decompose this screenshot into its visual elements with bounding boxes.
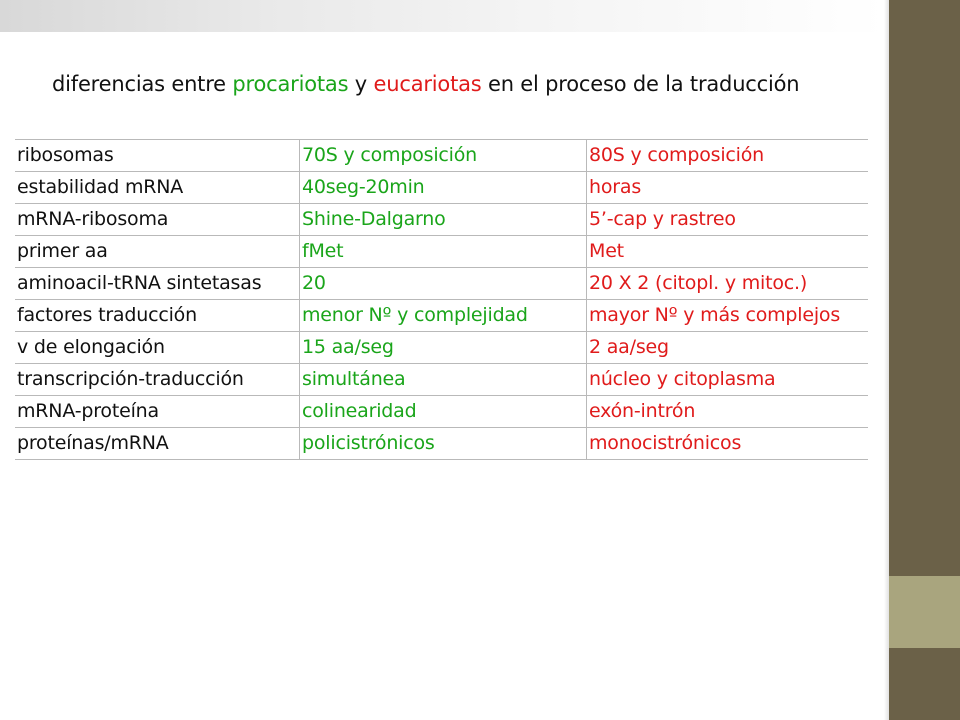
table-row: [15, 396, 868, 428]
title-prokaryotes-word: procariotas: [232, 72, 349, 96]
feature-cell: primer aa: [15, 236, 300, 268]
table-row: [15, 300, 868, 332]
prokaryote-cell: menor Nº y complejidad: [300, 300, 587, 332]
table-row: [15, 172, 868, 204]
table-row: [15, 268, 868, 300]
prokaryote-cell: 15 aa/seg: [300, 332, 587, 364]
feature-cell: v de elongación: [15, 332, 300, 364]
table-row: [15, 364, 868, 396]
side-panel-accent-block: [889, 576, 960, 648]
slide-title: [52, 72, 852, 96]
prokaryote-cell: simultánea: [300, 364, 587, 396]
slide-top-gradient: [0, 0, 886, 32]
eukaryote-cell: horas: [587, 172, 869, 204]
title-text-start: diferencias entre: [52, 72, 233, 96]
table-row: [15, 332, 868, 364]
prokaryote-cell: Shine-Dalgarno: [300, 204, 587, 236]
feature-cell: mRNA-proteína: [15, 396, 300, 428]
title-eukaryotes-word: eucariotas: [373, 72, 482, 96]
prokaryote-cell: 70S y composición: [300, 140, 587, 172]
table-row: [15, 428, 868, 460]
eukaryote-cell: 20 X 2 (citopl. y mitoc.): [587, 268, 869, 300]
eukaryote-cell: 80S y composición: [587, 140, 869, 172]
table-row: [15, 204, 868, 236]
prokaryote-cell: 20: [300, 268, 587, 300]
feature-cell: estabilidad mRNA: [15, 172, 300, 204]
prokaryote-cell: colinearidad: [300, 396, 587, 428]
table-row: [15, 140, 868, 172]
eukaryote-cell: monocistrónicos: [587, 428, 869, 460]
prokaryote-cell: 40seg-20min: [300, 172, 587, 204]
feature-cell: factores traducción: [15, 300, 300, 332]
feature-cell: ribosomas: [15, 140, 300, 172]
feature-cell: aminoacil-tRNA sintetasas: [15, 268, 300, 300]
feature-cell: proteínas/mRNA: [15, 428, 300, 460]
eukaryote-cell: Met: [587, 236, 869, 268]
feature-cell: transcripción-traducción: [15, 364, 300, 396]
prokaryote-cell: policistrónicos: [300, 428, 587, 460]
side-decorative-panel: [889, 0, 960, 720]
eukaryote-cell: 2 aa/seg: [587, 332, 869, 364]
eukaryote-cell: núcleo y citoplasma: [587, 364, 869, 396]
feature-cell: mRNA-ribosoma: [15, 204, 300, 236]
eukaryote-cell: 5’-cap y rastreo: [587, 204, 869, 236]
title-text-and: y: [348, 72, 374, 96]
comparison-table-body: [15, 140, 868, 460]
eukaryote-cell: mayor Nº y más complejos: [587, 300, 869, 332]
comparison-table: [15, 139, 868, 460]
prokaryote-cell: fMet: [300, 236, 587, 268]
eukaryote-cell: exón-intrón: [587, 396, 869, 428]
title-text-end: en el proceso de la traducción: [481, 72, 800, 96]
table-row: [15, 236, 868, 268]
